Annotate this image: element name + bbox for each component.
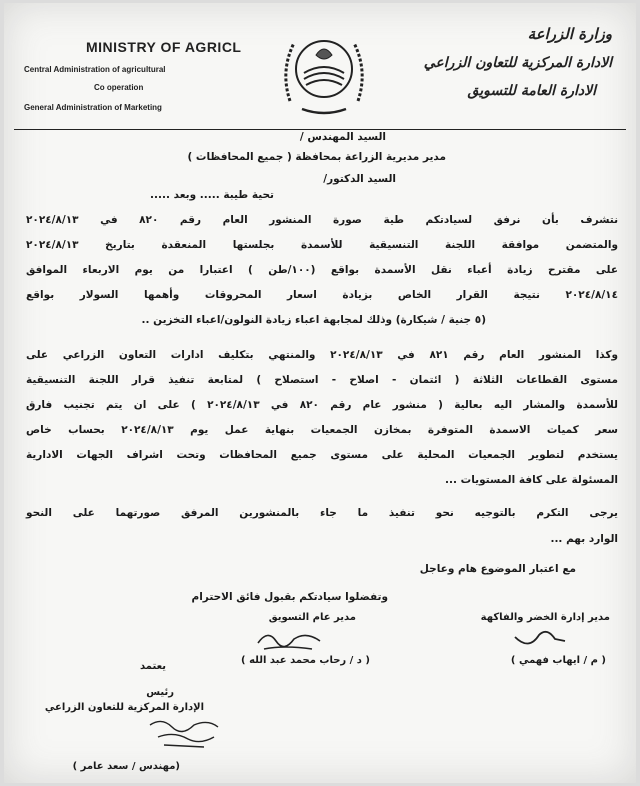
ministry-name-english: MINISTRY OF AGRICL xyxy=(86,39,242,55)
vegetables-director-name: ( م / ايهاب فهمي ) xyxy=(510,655,606,666)
closing-line: وتفضلوا سيادتكم بقبول فائق الاحترام xyxy=(191,591,388,603)
central-admin-english: Central Administration of agricultural xyxy=(24,65,166,74)
document-page xyxy=(4,3,636,783)
marketing-director-name: ( د / رحاب محمد عبد الله ) xyxy=(241,655,370,666)
body-line: سعر كميات الاسمدة المتوفرة بمخازن الجمعيات بنهاية عمل يوم ٢٠٢٤/٨/١٣ بحساب خاص xyxy=(26,424,618,436)
approval-label: يعتمد xyxy=(140,661,166,672)
marketing-admin-english: General Administration of Marketing xyxy=(24,103,162,112)
greeting: تحية طيبة ..... وبعد ..... xyxy=(150,189,274,201)
body-line: للأسمدة والمشار اليه بعالية ( منشور عام رقم ٨٢٠ في ٢٠٢٤/٨/١٣ ) على ان يتم تجنيب فارق xyxy=(26,399,618,411)
body-line: على مقترح زيادة أعباء نقل الأسمدة بواقع (١٠٠/طن ) اعتبارا من يوم الاربعاء الموافق xyxy=(26,264,618,276)
addressee-engineer: السيد المهندس / xyxy=(299,131,386,143)
cooperation-english: Co operation xyxy=(94,83,144,92)
ministry-name-arabic: وزارة الزراعة xyxy=(527,25,612,43)
vegetables-director-title: مدير إدارة الخضر والفاكهة xyxy=(480,612,610,623)
body-line: (٥ جنية / شيكارة) وذلك لمجابهة اعباء زيادة النولون/اعباء التخزين .. xyxy=(141,314,486,326)
head-organization: الإدارة المركزية للتعاون الزراعي xyxy=(44,702,204,713)
body-line: وكذا المنشور العام رقم ٨٢١ في ٢٠٢٤/٨/١٣ والمنتهي بتكليف ادارات التعاون الزراعي على xyxy=(26,349,618,361)
ministry-emblem-icon xyxy=(272,21,376,121)
body-line: ٢٠٢٤/٨/١٤ نتيجة القرار الخاص بزيادة اسعار المحروقات وأهمها السولار بواقع xyxy=(26,289,618,301)
head-signature xyxy=(144,715,224,751)
body-line: يستخدم لتطوير الجمعيات المحلية على مستوى جميع المحافظات وتحت اشراف الجهات الادارية xyxy=(26,449,618,461)
body-line: الوارد بهم ... xyxy=(550,533,618,545)
body-line: نتشرف بأن نرفق لسيادتكم طية صورة المنشور العام رقم ٨٢٠ في ٢٠٢٤/٨/١٣ xyxy=(26,214,619,226)
body-line: والمتضمن موافقة اللجنة التنسيقية للأسمدة بجلستها المنعقدة بتاريخ ٢٠٢٤/٨/١٣ xyxy=(26,239,618,251)
addressee-doctor: السيد الدكتور/ xyxy=(323,173,396,185)
head-name: (مهندس / سعد عامر ) xyxy=(72,761,180,772)
head-title: رئيس xyxy=(146,687,174,698)
marketing-director-title: مدير عام التسويق xyxy=(268,612,356,623)
body-line: المسئولة على كافة المستويات ... xyxy=(445,474,618,486)
letterhead xyxy=(14,11,626,130)
body-line: يرجى التكرم بالتوجيه نحو تنفيذ ما جاء بالمنشورين المرفق صورتهما على النحو xyxy=(26,507,618,519)
importance-note: مع اعتبار الموضوع هام وعاجل xyxy=(419,563,576,575)
body-line: مستوى القطاعات الثلاثة ( ائتمان - اصلاح - استصلاح ) لمتابعة تنفيذ قرار اللجنة التنسيقية xyxy=(26,374,618,386)
vegetables-director-signature xyxy=(509,625,569,655)
central-admin-arabic: الادارة المركزية للتعاون الزراعي xyxy=(423,55,612,71)
addressee-director: مدير مديرية الزراعة بمحافظة ( جميع المحافظات ) xyxy=(187,151,446,163)
marketing-director-signature xyxy=(254,625,324,655)
marketing-admin-arabic: الادارة العامة للتسويق xyxy=(467,83,596,99)
